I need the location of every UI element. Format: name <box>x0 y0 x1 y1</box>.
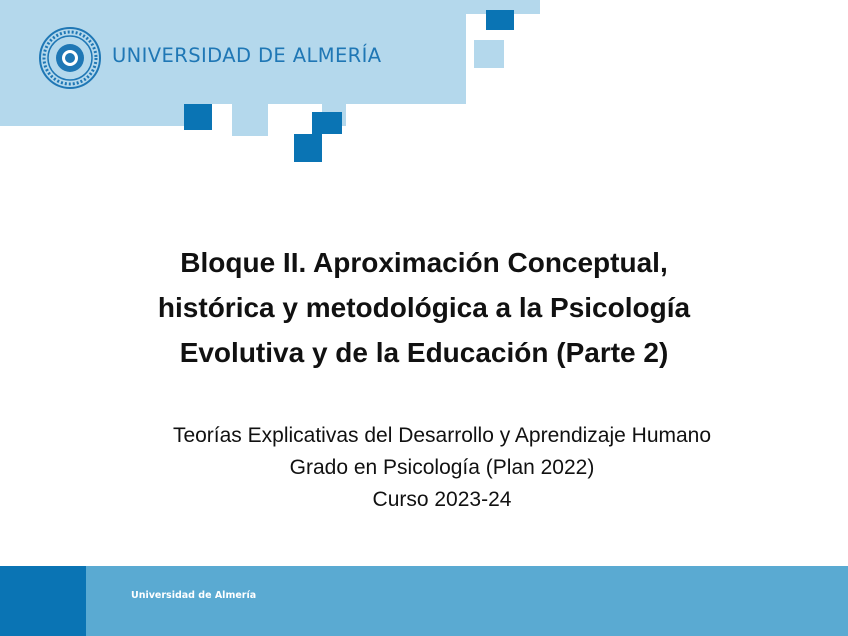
footer-text: Universidad de Almería <box>131 590 257 601</box>
footer-bar <box>86 566 848 636</box>
university-seal-icon <box>38 26 102 90</box>
title-line: Bloque II. Aproximación Conceptual, <box>180 247 668 278</box>
header-square-dark-top <box>486 10 514 30</box>
header-square-light <box>474 40 504 68</box>
slide-title <box>60 240 788 375</box>
header-square-dark-1 <box>184 104 212 130</box>
slide-subtitle <box>60 420 824 516</box>
subtitle-line: Teorías Explicativas del Desarrollo y Aprendizaje Humano <box>172 424 712 447</box>
title-line: Evolutiva y de la Educación (Parte 2) <box>179 337 669 368</box>
footer-accent <box>0 566 86 636</box>
subtitle-line: Curso 2023-24 <box>372 488 512 511</box>
header-square-dark-2 <box>312 112 342 134</box>
subtitle-line: Grado en Psicología (Plan 2022) <box>289 456 595 479</box>
title-line: histórica y metodológica a la Psicología <box>157 292 691 323</box>
header-band-step <box>0 104 184 126</box>
header-band-step-2 <box>232 104 268 136</box>
header-band <box>0 0 540 14</box>
header-square-dark-3 <box>294 134 322 162</box>
university-brand-name: UNIVERSIDAD DE ALMERÍA <box>112 44 382 67</box>
